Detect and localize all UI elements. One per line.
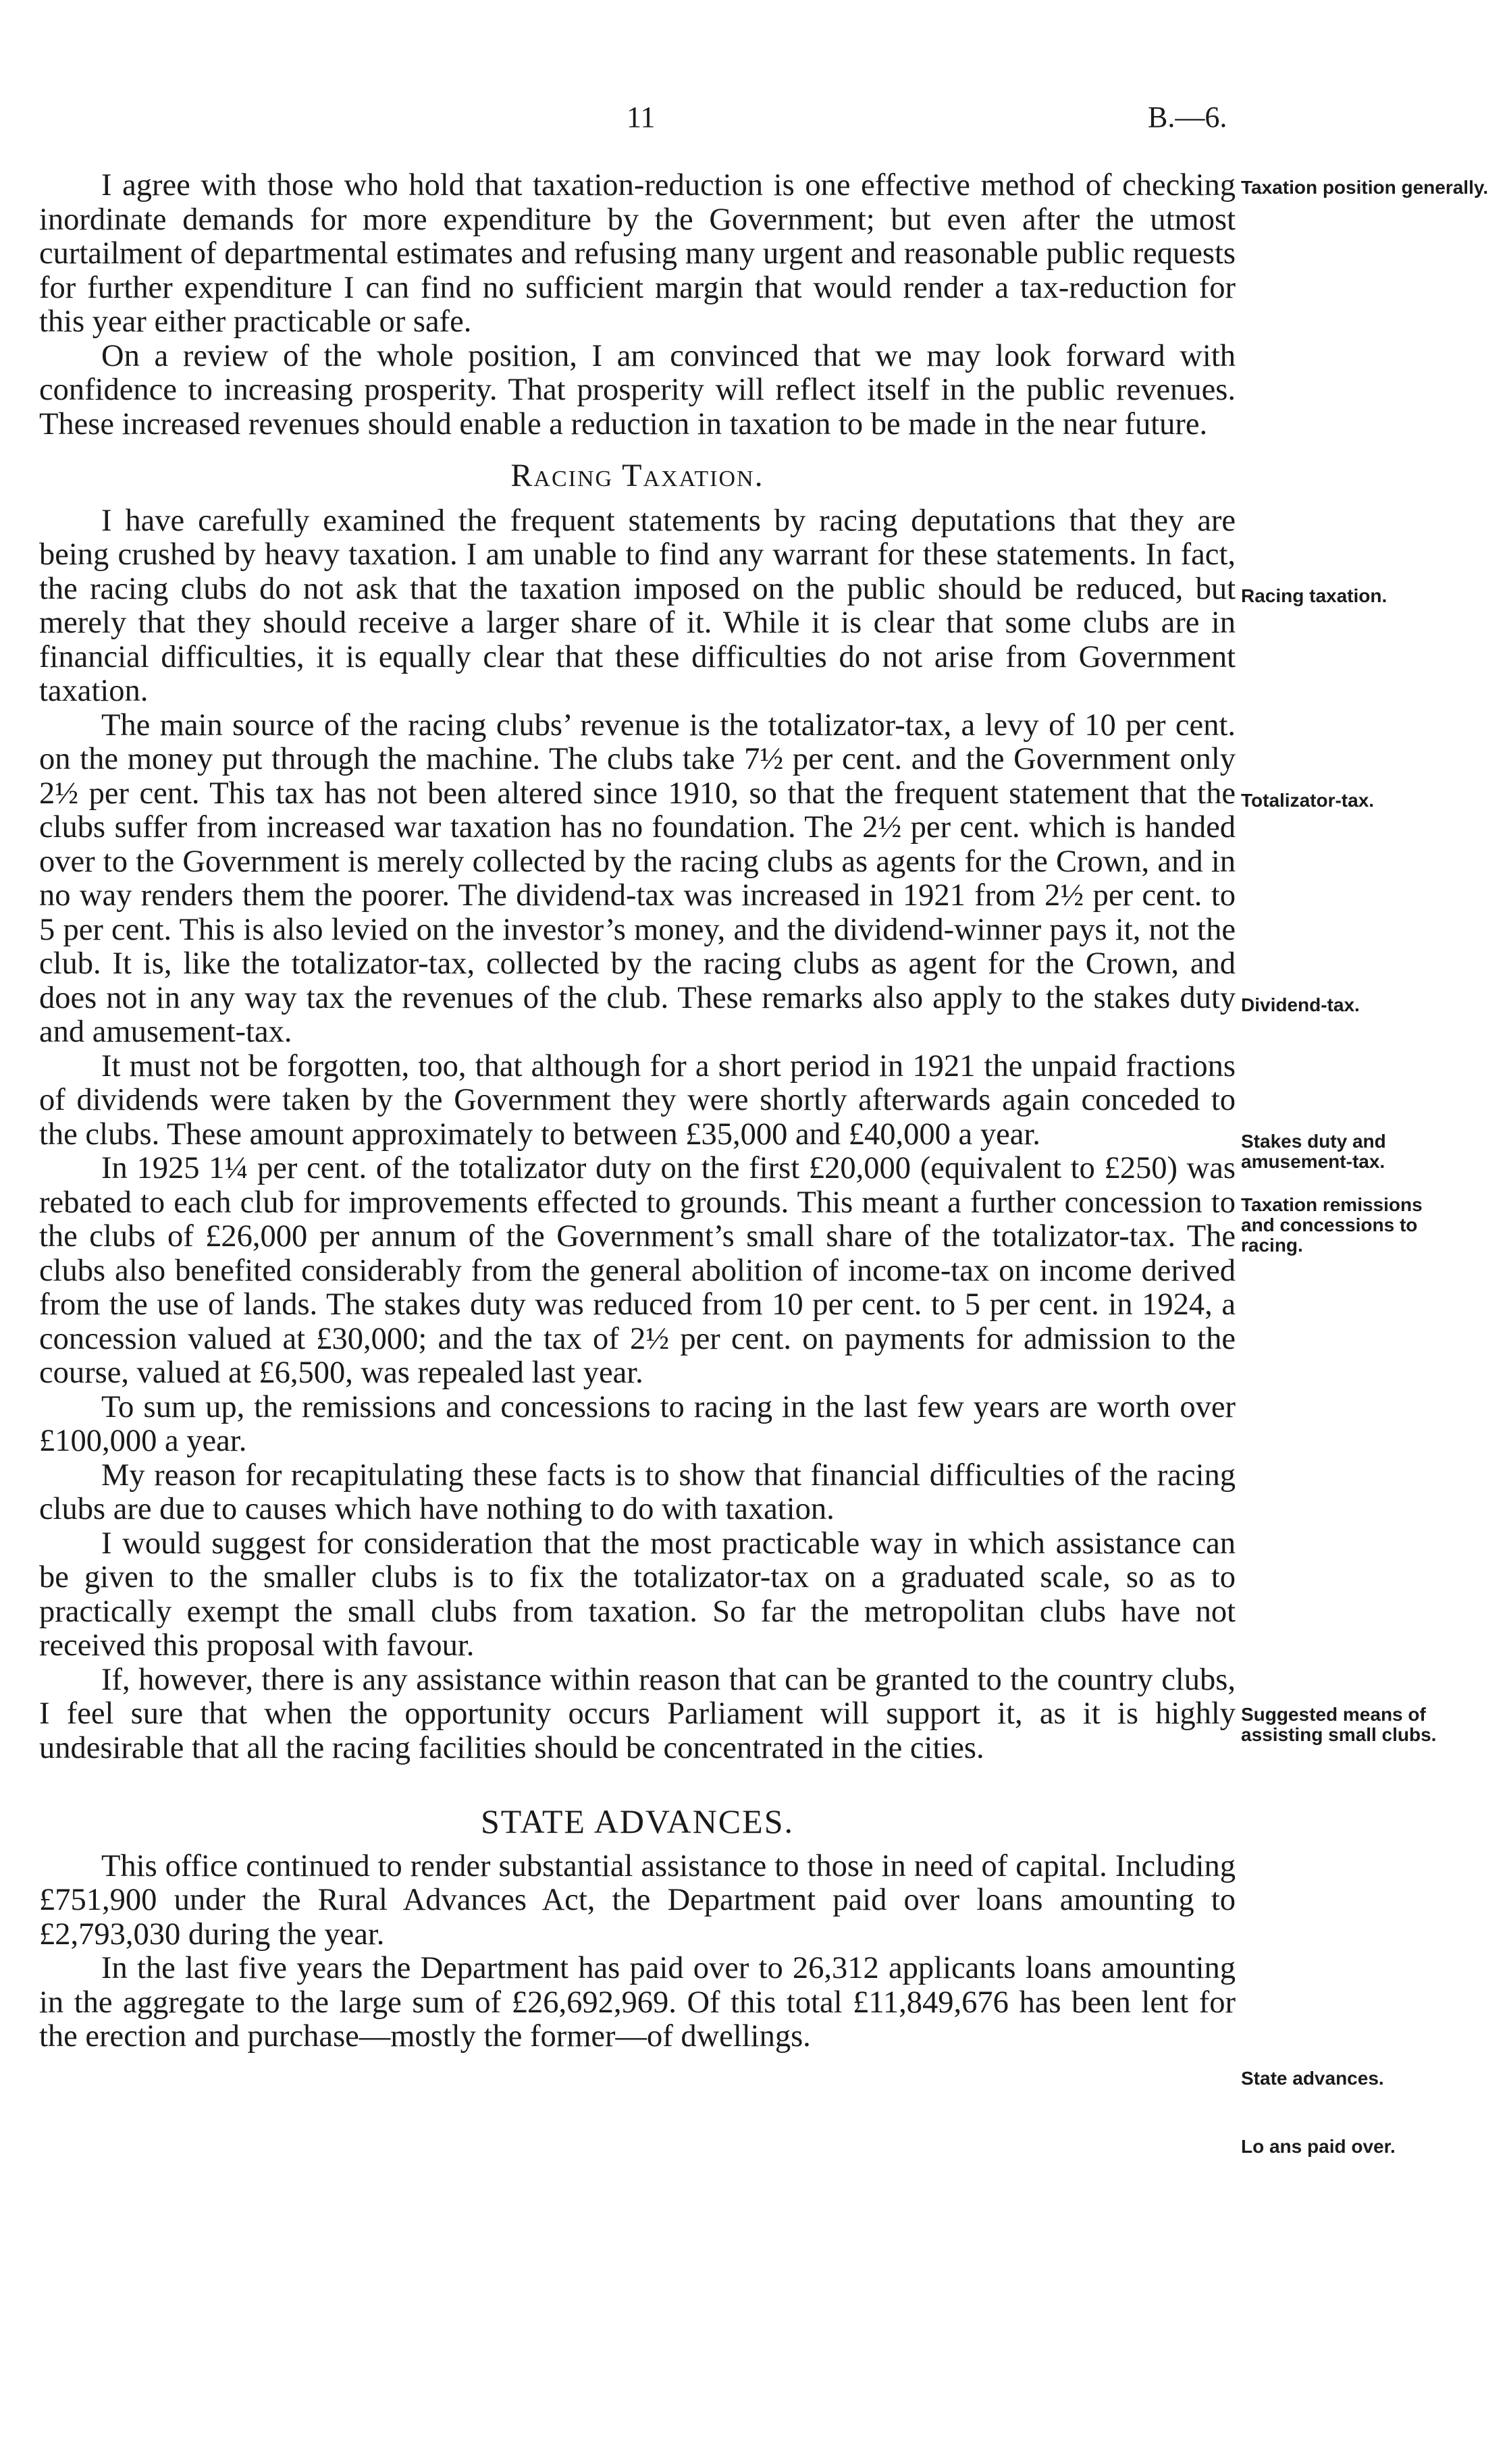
paragraph-review-position: On a review of the whole position, I am convinced that we may look forward with confidence to increasing prosperity. That prosperity will reflect itself in the public revenues. These increased revenues should enable a reduction in taxation to be made in the near future. (39, 338, 1236, 441)
margin-note-remissions: Taxation remissions and concessions to racing. (1241, 1194, 1423, 1256)
page-header (0, 100, 1507, 140)
paragraph-taxation-position: I agree with those who hold that taxation-reduction is one effective method of checking inordinate demands for more expenditure by the Government; but even after the utmost curtailment of departmental estimates and refusing many urgent and reasonable public requests for further expenditure I can find no sufficient margin that would render a tax-reduction for this year either practicable or safe. (39, 168, 1236, 339)
margin-note-dividend-tax: Dividend-tax. (1241, 994, 1360, 1015)
paragraph-1925-rebate: In 1925 1¼ per cent. of the totalizator duty on the first £20,000 (equivalent to £250) was rebated to each club for improvements effected to grounds. This meant a further concession to the clubs of £26,000 per annum of the Government’s small share of the totalizator-tax. The clubs also benefited considerably from the general abolition of income-tax on income derived from the use of lands. The stakes duty was reduced from 10 per cent. to 5 per cent. in 1924, a concession valued at £30,000; and the tax of 2½ per cent. on payments for admission to the course, valued at £6,500, was repealed last year. (39, 1151, 1236, 1390)
section-heading-state-advances: STATE ADVANCES. (480, 1802, 795, 1840)
page-number: 11 (627, 101, 656, 134)
margin-note-taxation-position: Taxation position generally. (1241, 177, 1489, 198)
paragraph-sum-up: To sum up, the remissions and concessions to racing in the last few years are worth over £100,000 a year. (39, 1389, 1236, 1458)
paragraph-totalizator-tax: The main source of the racing clubs’ revenue is the totalizator-tax, a levy of 10 per cent. on the money put through the machine. The clubs take 7½ per cent. and the Government only 2½ per cent. This tax has not been altered since 1910, so that the frequent statement that the clubs suffer from increased war taxation has no foundation. The 2½ per cent. which is handed over to the Government is merely collected by the racing clubs as agents for the Crown, and in no way renders them the poorer. The dividend-tax was increased in 1921 from 2½ per cent. to 5 per cent. This is also levied on the investor’s money, and the dividend-winner pays it, not the club. It is, like the totalizator-tax, collected by the racing clubs as agent for the Crown, and does not in any way tax the revenues of the club. These remarks also apply to the stakes duty and amusement-tax. (39, 707, 1236, 1049)
section-heading-racing-taxation: Racing Taxation. (510, 458, 764, 493)
paragraph-loans-paid: In the last five years the Department has paid over to 26,312 applicants loans amounting in the aggregate to the large sum of £26,692,969. Of this total £11,849,676 has been lent for the erection and purchase—mostly the former—of dwellings. (39, 1951, 1236, 2054)
margin-note-totalizator-tax: Totalizator-tax. (1241, 790, 1375, 811)
margin-note-stakes-duty: Stakes duty and amusement-tax. (1241, 1131, 1386, 1172)
section-gap (39, 1765, 1236, 1787)
paragraph-racing-deputations: I have carefully examined the frequent statements by racing deputations that they are being crushed by heavy taxation. I am unable to find any warrant for these statements. In fact, the racing clubs do not ask that the taxation imposed on the public should be reduced, but merely that they should receive a larger share of it. While it is clear that some clubs are in financial difficulties, it is equally clear that these difficulties do not arise from Government taxation. (39, 503, 1236, 708)
margin-note-racing-taxation: Racing taxation. (1241, 585, 1387, 606)
margin-note-state-advances: State advances. (1241, 2068, 1384, 2089)
paragraph-country-clubs: If, however, there is any assistance within reason that can be granted to the country clubs, I feel sure that when the opportunity occurs Parliament will support it, as it is highly undesirable that all the racing facilities should be concentrated in the cities. (39, 1662, 1236, 1765)
main-text-column (39, 169, 1236, 2054)
document-reference: B.—6. (1148, 101, 1227, 134)
paragraph-suggestion: I would suggest for consideration that the most practicable way in which assistance can be given to the smaller clubs is to fix the totalizator-tax on a graduated scale, so as to practically exempt the small clubs from taxation. So far the metropolitan clubs have not received this proposal with favour. (39, 1526, 1236, 1663)
paragraph-unpaid-fractions: It must not be forgotten, too, that although for a short period in 1921 the unpaid fractions of dividends were taken by the Government they were shortly afterwards again conceded to the clubs. These amount approximately to between £35,000 and £40,000 a year. (39, 1048, 1236, 1152)
paragraph-recapitulating: My reason for recapitulating these facts is to show that financial difficulties of the racing clubs are due to causes which have nothing to do with taxation. (39, 1457, 1236, 1526)
margin-note-loans-paid: Lo ans paid over. (1241, 2136, 1396, 2157)
paragraph-state-advances: This office continued to render substantial assistance to those in need of capital. Including £751,900 under the Rural Advances Act, the Department paid over loans amounting to £2,793,030 during the year. (39, 1848, 1236, 1952)
margin-note-suggested-means: Suggested means of assisting small clubs. (1241, 1704, 1437, 1745)
